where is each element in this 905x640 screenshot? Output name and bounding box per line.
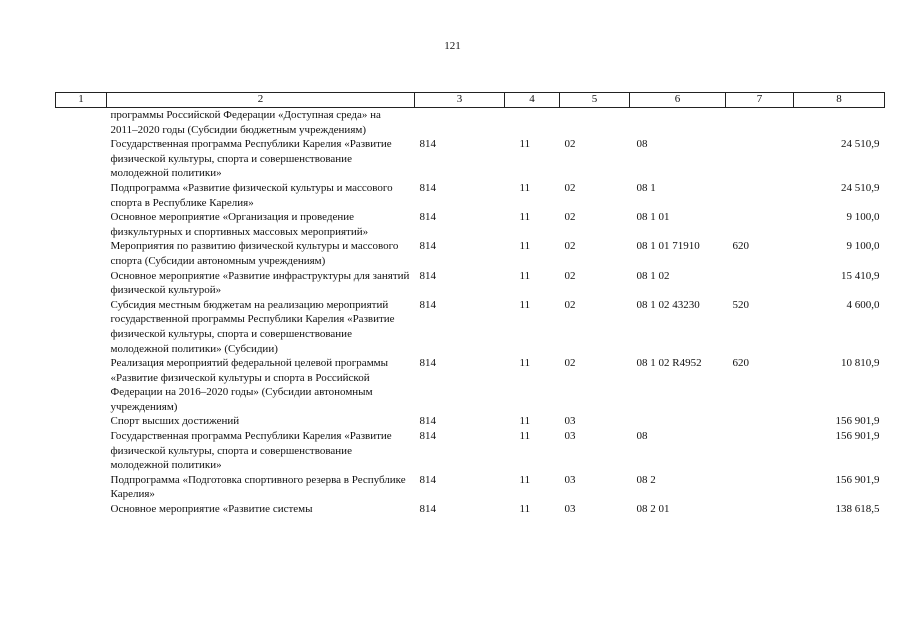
cell-amount: 15 410,9: [841, 269, 880, 282]
table-row: [56, 137, 885, 181]
cell-col-6: 08 1 01 71910: [636, 240, 700, 253]
cell-col-7: [726, 210, 794, 239]
table-row: [56, 298, 885, 356]
table-row: [56, 239, 885, 268]
cell-col-1: [56, 210, 107, 239]
cell-amount: 10 810,9: [841, 357, 880, 370]
table-row: [56, 181, 885, 210]
cell-col-6: [630, 414, 726, 429]
cell-name: Государственная программа Республики Карелия «Развитие физической культуры, спорта и совершенствование молодежной политики»: [110, 138, 392, 180]
cell-col-6: 08 1 01: [636, 211, 670, 224]
page-number: 121: [444, 40, 461, 52]
cell-col-6: 08: [636, 430, 648, 443]
cell-name: Субсидия местным бюджетам на реализацию мероприятий государственной программы Республики Карелия «Развитие физической культуры, спорта и совершенствование молодежной политики» (Субсидии): [110, 298, 395, 355]
cell-col-4: 11: [519, 211, 531, 224]
cell-col-4: 11: [519, 269, 531, 282]
cell-col-7: 620: [732, 240, 749, 253]
cell-col-4: 11: [519, 240, 531, 253]
cell-col-4: 11: [519, 415, 531, 428]
cell-amount: 156 901,9: [835, 430, 880, 443]
cell-col-5: 02: [564, 240, 576, 253]
cell-col-6: 08 2: [636, 473, 656, 486]
cell-col-4: 11: [519, 430, 531, 443]
cell-col-1: [56, 239, 107, 268]
cell-col-6: 08 2 01: [636, 503, 670, 516]
cell-col-5: [560, 108, 630, 138]
table-row: [56, 356, 885, 414]
column-header-3: 3: [415, 93, 505, 108]
cell-amount: 9 100,0: [846, 211, 880, 224]
cell-col-1: [56, 414, 107, 429]
table-row: [56, 269, 885, 298]
cell-col-4: 11: [519, 138, 531, 151]
cell-col-1: [56, 181, 107, 210]
cell-col-5: 03: [564, 430, 576, 443]
cell-col-4: 11: [519, 503, 531, 516]
table-header-row: [56, 93, 885, 108]
cell-name: Спорт высших достижений: [110, 415, 240, 428]
cell-col-5: 02: [564, 298, 576, 311]
cell-col-1: [56, 356, 107, 414]
cell-col-1: [56, 429, 107, 473]
cell-col-3: 814: [419, 357, 436, 370]
cell-amount: 156 901,9: [835, 415, 880, 428]
cell-col-7: [726, 473, 794, 502]
table-row: [56, 414, 885, 429]
cell-name: Основное мероприятие «Организация и проведение физкультурных и спортивных массовых мероприятий»: [110, 211, 369, 238]
cell-col-5: 02: [564, 211, 576, 224]
cell-amount: 24 510,9: [841, 138, 880, 151]
cell-col-3: 814: [419, 298, 436, 311]
cell-col-3: 814: [419, 415, 436, 428]
table-row: [56, 429, 885, 473]
cell-name: Подпрограмма «Развитие физической культуры и массового спорта в Республике Карелия»: [110, 181, 393, 209]
cell-name: Реализация мероприятий федеральной целевой программы «Развитие физической культуры и спорта в Российской Федерации на 2016–2020 годы» (Субсидии автономным учреждениям): [110, 357, 389, 413]
cell-col-4: 11: [519, 357, 531, 370]
cell-col-1: [56, 269, 107, 298]
cell-col-4: 11: [519, 181, 531, 194]
cell-col-7: [726, 108, 794, 138]
cell-col-6: 08: [636, 138, 648, 151]
cell-col-6: 08 1: [636, 181, 656, 194]
table-row: [56, 108, 885, 138]
cell-col-7: [726, 502, 794, 517]
cell-col-6: [630, 108, 726, 138]
cell-col-3: 814: [419, 503, 436, 516]
cell-col-4: 11: [519, 298, 531, 311]
cell-col-7: 620: [732, 357, 749, 370]
cell-amount: [794, 108, 885, 138]
cell-col-3: 814: [419, 240, 436, 253]
column-header-1: 1: [56, 93, 107, 108]
cell-col-7: [726, 429, 794, 473]
cell-name: Мероприятия по развитию физической культуры и массового спорта (Субсидии автономным учреждениям): [110, 240, 399, 267]
cell-col-3: 814: [419, 473, 436, 486]
cell-amount: 24 510,9: [841, 181, 880, 194]
cell-col-5: 03: [564, 473, 576, 486]
cell-col-3: 814: [419, 269, 436, 282]
table-row: [56, 473, 885, 502]
cell-col-3: 814: [419, 181, 436, 194]
cell-name: Основное мероприятие «Развитие системы: [110, 503, 313, 516]
cell-col-6: 08 1 02 R4952: [636, 357, 702, 370]
cell-name: Подпрограмма «Подготовка спортивного резерва в Республике Карелия»: [110, 473, 406, 501]
cell-col-5: 03: [564, 415, 576, 428]
table-row: [56, 210, 885, 239]
budget-table: [55, 92, 885, 517]
cell-amount: 156 901,9: [835, 473, 880, 486]
column-header-7: 7: [726, 93, 794, 108]
cell-col-1: [56, 108, 107, 138]
cell-col-7: [726, 181, 794, 210]
cell-col-7: [726, 269, 794, 298]
cell-amount: 4 600,0: [846, 298, 880, 311]
cell-col-3: 814: [419, 138, 436, 151]
cell-col-7: [726, 414, 794, 429]
cell-col-1: [56, 298, 107, 356]
table-row: [56, 502, 885, 517]
column-header-6: 6: [630, 93, 726, 108]
column-header-5: 5: [560, 93, 630, 108]
cell-col-6: 08 1 02 43230: [636, 298, 700, 311]
cell-col-5: 02: [564, 357, 576, 370]
cell-col-1: [56, 502, 107, 517]
cell-col-5: 03: [564, 503, 576, 516]
cell-col-7: 520: [732, 298, 749, 311]
cell-col-5: 02: [564, 138, 576, 151]
cell-name: Государственная программа Республики Карелия «Развитие физической культуры, спорта и совершенствование молодежной политики»: [110, 430, 392, 472]
cell-col-3: [415, 108, 505, 138]
cell-col-3: 814: [419, 211, 436, 224]
cell-name: Основное мероприятие «Развитие инфраструктуры для занятий физической культурой»: [110, 269, 410, 297]
column-header-2: 2: [107, 93, 415, 108]
cell-col-6: 08 1 02: [636, 269, 670, 282]
cell-col-4: 11: [519, 473, 531, 486]
cell-col-7: [726, 137, 794, 181]
cell-col-1: [56, 137, 107, 181]
cell-amount: 9 100,0: [846, 240, 880, 253]
cell-name: программы Российской Федерации «Доступная среда» на 2011–2020 годы (Субсидии бюджетным учреждениям): [110, 109, 381, 136]
cell-col-5: 02: [564, 181, 576, 194]
cell-col-3: 814: [419, 430, 436, 443]
cell-col-1: [56, 473, 107, 502]
column-header-8: 8: [794, 93, 885, 108]
cell-col-4: [505, 108, 560, 138]
cell-col-5: 02: [564, 269, 576, 282]
column-header-4: 4: [505, 93, 560, 108]
cell-amount: 138 618,5: [835, 503, 880, 516]
